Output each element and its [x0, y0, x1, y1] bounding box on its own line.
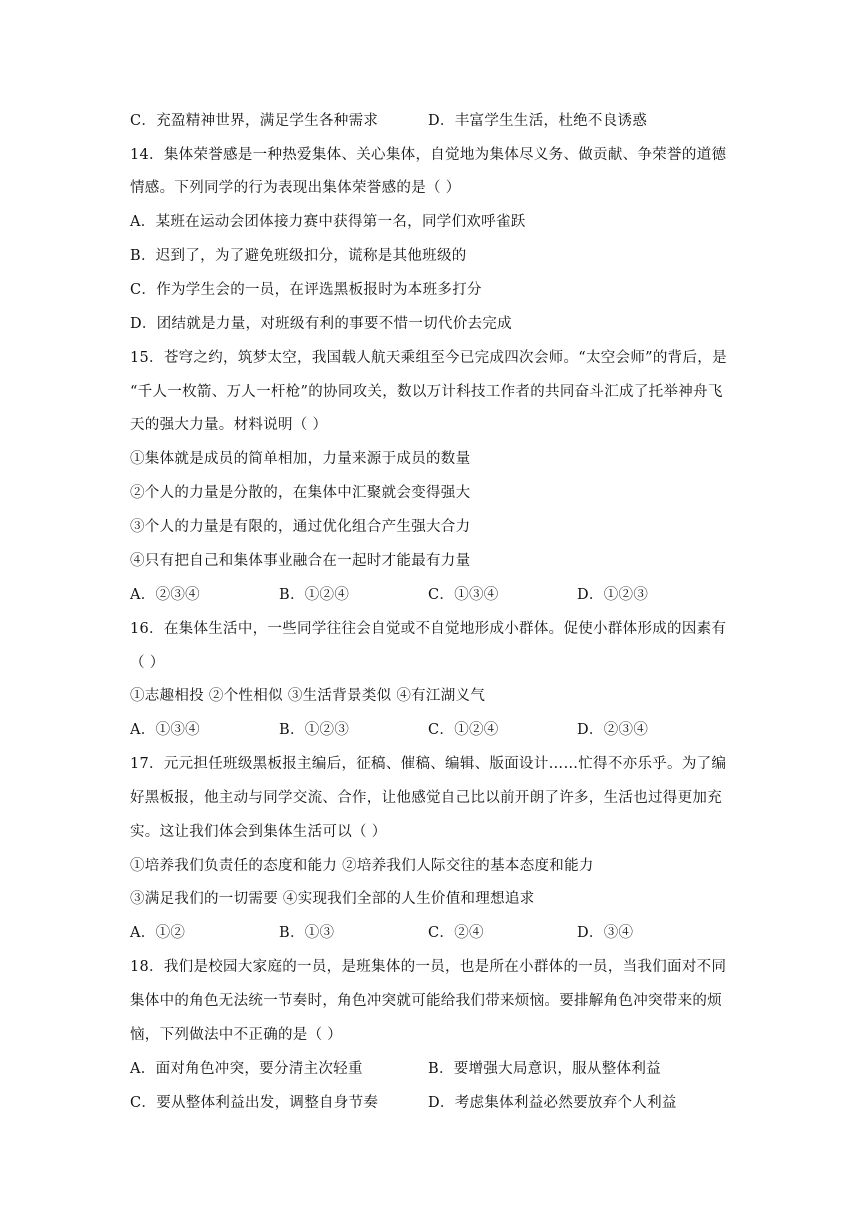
q15-item-2: ②个人的力量是分散的，在集体中汇聚就会变得强大 [130, 485, 471, 501]
q18-option-a: A．面对角色冲突，要分清主次轻重 [130, 1061, 363, 1077]
q15-stem-line2: “千人一枚箭、万人一杆枪”的协同攻关，数以万计科技工作者的共同奋斗汇成了托举神舟飞 [130, 384, 723, 400]
q16-option-d: D．②③④ [577, 722, 649, 738]
q16-stem-line2: （ ） [130, 655, 165, 671]
q17-option-a: A．①② [130, 925, 186, 941]
q14-option-c: C．作为学生会的一员，在评选黑板报时为本班多打分 [130, 282, 482, 298]
q15-item-4: ④只有把自己和集体事业融合在一起时才能最有力量 [130, 553, 471, 569]
q17-option-c: C．②④ [428, 925, 484, 941]
q17-items-line1: ①培养我们负责任的态度和能力 ②培养我们人际交往的基本态度和能力 [130, 858, 594, 874]
q14-option-d: D．团结就是力量，对班级有利的事要不惜一切代价去完成 [130, 316, 512, 332]
q15-option-b: B．①②④ [279, 587, 350, 603]
q13-option-d: D．丰富学生生活，杜绝不良诱惑 [428, 113, 648, 129]
q17-option-b: B．①③ [279, 925, 335, 941]
q17-stem-line1: 17．元元担任班级黑板报主编后，征稿、催稿、编辑、版面设计……忙得不亦乐乎。为了编 [130, 756, 727, 772]
q18-option-c: C．要从整体利益出发，调整自身节奏 [130, 1095, 379, 1111]
q17-option-d: D．③④ [577, 925, 634, 941]
q17-items-line2: ③满足我们的一切需要 ④实现我们全部的人生价值和理想追求 [130, 891, 535, 907]
q14-option-b: B．迟到了，为了避免班级扣分，谎称是其他班级的 [130, 248, 467, 264]
q15-option-d: D．①②③ [577, 587, 649, 603]
q16-stem-line1: 16．在集体生活中，一些同学往往会自觉或不自觉地形成小群体。促使小群体形成的因素有 [130, 621, 727, 637]
q16-option-c: C．①②④ [428, 722, 499, 738]
q18-option-b: B．要增强大局意识，服从整体利益 [428, 1061, 661, 1077]
q15-item-3: ③个人的力量是有限的，通过优化组合产生强大合力 [130, 519, 471, 535]
q15-item-1: ①集体就是成员的简单相加，力量来源于成员的数量 [130, 451, 471, 467]
q14-stem-line1: 14．集体荣誉感是一种热爱集体、关心集体，自觉地为集体尽义务、做贡献、争荣誉的道德 [130, 147, 727, 163]
q14-option-a: A．某班在运动会团体接力赛中获得第一名，同学们欢呼雀跃 [130, 214, 526, 230]
q15-stem-line3: 天的强大力量。材料说明（ ） [130, 417, 328, 433]
q15-stem-line1: 15．苍穹之约，筑梦太空，我国载人航天乘组至今已完成四次会师。“太空会师”的背后，是 [130, 350, 727, 366]
q18-stem-line1: 18．我们是校园大家庭的一员，是班集体的一员，也是所在小群体的一员，当我们面对不同 [130, 959, 727, 975]
q17-stem-line3: 实。这让我们体会到集体生活可以（ ） [130, 824, 387, 840]
q18-option-d: D．考虑集体利益必然要放弃个人利益 [428, 1095, 677, 1111]
q18-stem-line3: 恼，下列做法中不正确的是（ ） [130, 1027, 343, 1043]
q16-option-b: B．①②③ [279, 722, 350, 738]
q15-option-c: C．①③④ [428, 587, 499, 603]
q16-option-a: A．①③④ [130, 722, 200, 738]
q16-items: ①志趣相投 ②个性相似 ③生活背景类似 ④有江湖义气 [130, 688, 486, 704]
q17-stem-line2: 好黑板报，他主动与同学交流、合作，让他感觉自己比以前开朗了许多，生活也过得更加充 [130, 790, 722, 806]
q18-stem-line2: 集体中的角色无法统一节奏时，角色冲突就可能给我们带来烦恼。要排解角色冲突带来的烦 [130, 993, 722, 1009]
q13-option-c: C．充盈精神世界，满足学生各种需求 [130, 113, 379, 129]
q14-stem-line2: 情感。下列同学的行为表现出集体荣誉感的是（ ） [130, 180, 461, 196]
q15-option-a: A．②③④ [130, 587, 200, 603]
